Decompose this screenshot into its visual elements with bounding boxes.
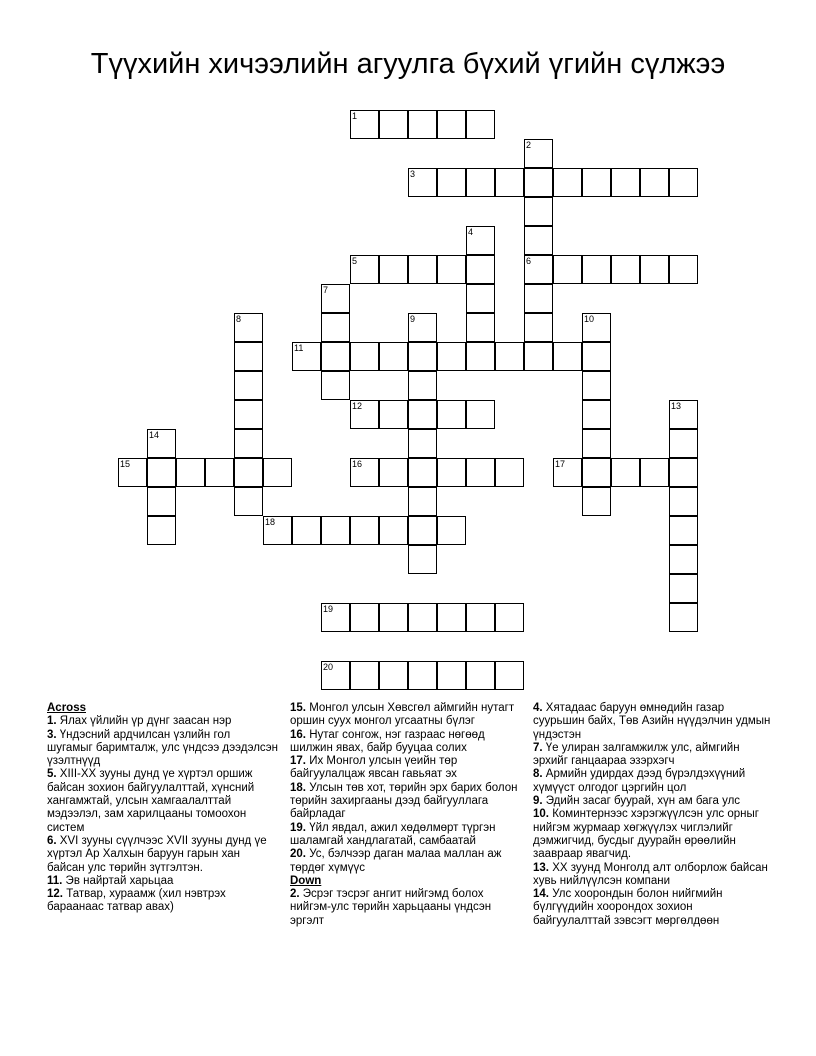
clue-item	[290, 782, 522, 822]
clue-item	[47, 729, 279, 769]
grid-cell[interactable]	[611, 255, 640, 284]
grid-cell[interactable]	[321, 603, 350, 632]
clue-number: 18	[265, 517, 276, 527]
grid-cell[interactable]	[466, 661, 495, 690]
grid-cell[interactable]	[495, 661, 524, 690]
grid-cell[interactable]	[350, 661, 379, 690]
grid-cell[interactable]	[582, 313, 611, 342]
clue-number: 13	[671, 401, 682, 411]
clue-number: 4	[468, 227, 474, 237]
clue-item	[290, 755, 522, 782]
clue-item-text: XX зуунд Монголд алт олборлож байсан хувь нийлүүлсэн компани	[533, 861, 768, 887]
grid-cell[interactable]	[234, 400, 263, 429]
grid-cell[interactable]	[321, 342, 350, 371]
grid-cell[interactable]	[669, 255, 698, 284]
grid-cell[interactable]	[669, 458, 698, 487]
clue-item-text: Татвар, хураамж (хил нэвтрэх бараанаас татвар авах)	[47, 888, 226, 914]
clue-number: 7	[323, 285, 329, 295]
clue-item-text: Үйл явдал, ажил хөдөлмөрт түргэн шаламгай хандлагатай, самбаатай	[290, 821, 496, 847]
grid-cell[interactable]	[263, 458, 292, 487]
grid-cell[interactable]	[582, 400, 611, 429]
grid-cell[interactable]	[553, 342, 582, 371]
grid-cell[interactable]	[379, 342, 408, 371]
clue-number: 1	[352, 111, 358, 121]
grid-cell[interactable]	[350, 255, 379, 284]
grid-cell[interactable]	[379, 110, 408, 139]
grid-cell[interactable]	[495, 342, 524, 371]
grid-cell[interactable]	[669, 516, 698, 545]
grid-cell[interactable]	[321, 661, 350, 690]
grid-cell[interactable]	[466, 400, 495, 429]
grid-cell[interactable]	[408, 516, 437, 545]
grid-cell[interactable]	[234, 487, 263, 516]
grid-cell[interactable]	[524, 255, 553, 284]
clue-item-number: 20.	[290, 848, 306, 861]
clue-item-text: Ялах үйлийн үр дүнг заасан нэр	[56, 715, 232, 728]
grid-cell[interactable]	[495, 168, 524, 197]
grid-cell[interactable]	[524, 342, 553, 371]
clue-item	[533, 862, 773, 889]
grid-cell[interactable]	[408, 371, 437, 400]
grid-cell[interactable]	[640, 255, 669, 284]
grid-cell[interactable]	[466, 226, 495, 255]
clue-number: 17	[555, 459, 566, 469]
grid-cell[interactable]	[466, 342, 495, 371]
clue-column-2	[290, 702, 522, 928]
grid-cell[interactable]	[582, 429, 611, 458]
grid-cell[interactable]	[350, 603, 379, 632]
clue-item	[290, 702, 522, 729]
grid-cell[interactable]	[437, 661, 466, 690]
clue-item-number: 2.	[290, 888, 300, 901]
clue-item-number: 15.	[290, 702, 306, 714]
grid-cell[interactable]	[379, 516, 408, 545]
grid-cell[interactable]	[118, 458, 147, 487]
grid-cell[interactable]	[379, 458, 408, 487]
grid-cell[interactable]	[408, 400, 437, 429]
grid-cell[interactable]	[350, 400, 379, 429]
clue-item	[47, 888, 279, 915]
grid-cell[interactable]	[524, 226, 553, 255]
grid-cell[interactable]	[408, 168, 437, 197]
clue-item-number: 4.	[533, 702, 543, 714]
clue-item-text: Үндэсний ардчилсан үзлийн гол шугамыг баримталж, улс үндсээ дээдэлсэн үзэлтнүүд	[47, 728, 279, 768]
grid-cell[interactable]	[669, 574, 698, 603]
grid-cell[interactable]	[553, 168, 582, 197]
grid-cell[interactable]	[437, 255, 466, 284]
grid-cell[interactable]	[437, 516, 466, 545]
clue-item-text: Эдийн засаг буурай, хүн ам бага улс	[542, 795, 741, 808]
clue-item	[533, 795, 773, 808]
grid-cell[interactable]	[408, 603, 437, 632]
grid-cell[interactable]	[321, 313, 350, 342]
grid-cell[interactable]	[553, 255, 582, 284]
clue-number: 20	[323, 662, 334, 672]
clue-item	[47, 875, 279, 888]
grid-cell[interactable]	[524, 139, 553, 168]
grid-cell[interactable]	[437, 168, 466, 197]
grid-cell[interactable]	[205, 458, 234, 487]
grid-cell[interactable]	[147, 429, 176, 458]
grid-cell[interactable]	[524, 168, 553, 197]
clue-column-3	[533, 702, 773, 928]
clue-item-text: Хятадаас баруун өмнөдийн газар суурьшин байх, Төв Азийн нүүдэлчин удмын үндэстэн	[533, 702, 771, 741]
clue-item-number: 14.	[533, 888, 549, 901]
clue-item	[290, 729, 522, 756]
grid-cell[interactable]	[408, 255, 437, 284]
grid-cell[interactable]	[408, 313, 437, 342]
clue-item-text: Үе улиран залгамжилж улс, аймгийн эрхийг ганцаараа эзэрхэгч	[533, 741, 740, 768]
grid-cell[interactable]	[408, 487, 437, 516]
clue-item-text: XIII-XX зууны дунд үе хүртэл оршиж байсан зохион байгуулалттай, хүнсний хангамжтай, улсын хамгаалалттай мэдээлэл, зам харилцааны томоохон систем	[47, 768, 255, 834]
grid-cell[interactable]	[466, 255, 495, 284]
clue-item-number: 9.	[533, 795, 543, 808]
grid-cell[interactable]	[437, 400, 466, 429]
grid-cell[interactable]	[553, 458, 582, 487]
grid-cell[interactable]	[321, 516, 350, 545]
clue-item-number: 12.	[47, 888, 63, 901]
grid-cell[interactable]	[524, 197, 553, 226]
grid-cell[interactable]	[350, 342, 379, 371]
clue-item	[533, 742, 773, 769]
clue-item	[533, 888, 773, 928]
grid-cell[interactable]	[234, 458, 263, 487]
grid-cell[interactable]	[408, 429, 437, 458]
grid-cell[interactable]	[292, 516, 321, 545]
clue-number: 8	[236, 314, 242, 324]
grid-cell[interactable]	[669, 429, 698, 458]
grid-cell[interactable]	[466, 603, 495, 632]
clue-item-number: 11.	[47, 874, 63, 887]
clue-item	[533, 808, 773, 861]
grid-cell[interactable]	[379, 603, 408, 632]
grid-cell[interactable]	[640, 168, 669, 197]
clue-item-number: 19.	[290, 821, 306, 834]
clue-item-number: 13.	[533, 861, 549, 874]
grid-cell[interactable]	[147, 458, 176, 487]
clue-item-text: XVI зууны сүүлчээс XVII зууны дунд үе хүртэл Ар Халхын баруун гарын хан байсан улс төрийн зүтгэлтэн.	[47, 834, 267, 874]
grid-cell[interactable]	[466, 458, 495, 487]
grid-cell[interactable]	[640, 458, 669, 487]
grid-cell[interactable]	[147, 487, 176, 516]
clue-item	[290, 848, 522, 875]
clue-item-number: 17.	[290, 755, 306, 768]
grid-cell[interactable]	[176, 458, 205, 487]
clue-item	[47, 768, 279, 834]
grid-cell[interactable]	[669, 545, 698, 574]
clue-number: 9	[410, 314, 416, 324]
clue-number: 3	[410, 169, 416, 179]
grid-cell[interactable]	[408, 661, 437, 690]
clue-item-text: Коминтернээс хэрэгжүүлсэн улс орныг нийгэм журмаар хөгжүүлэх чиглэлийг дэмжигчид, бусдыг дуурайн өрөөлийн заавраар явагчид.	[533, 808, 759, 861]
grid-cell[interactable]	[611, 168, 640, 197]
grid-cell[interactable]	[350, 458, 379, 487]
clue-item-number: 10.	[533, 808, 549, 821]
grid-cell[interactable]	[350, 516, 379, 545]
clue-number: 10	[584, 314, 595, 324]
grid-cell[interactable]	[437, 458, 466, 487]
grid-cell[interactable]	[408, 342, 437, 371]
clue-heading-down: Down	[290, 874, 322, 887]
clue-item-number: 5.	[47, 768, 57, 781]
grid-cell[interactable]	[669, 168, 698, 197]
grid-cell[interactable]	[466, 168, 495, 197]
grid-cell[interactable]	[437, 603, 466, 632]
clue-item-text: Армийн удирдах дээд бүрэлдэхүүний хүмүүст олгодог цэргийн цол	[533, 768, 746, 794]
grid-cell[interactable]	[408, 110, 437, 139]
clue-item-text: Нутаг сонгож, нэг газраас нөгөөд шилжин явах, байр бууцаа солих	[290, 728, 485, 754]
clue-item-text: Улсын төв хот, төрийн эрх барих болон төрийн захиргааны дээд байгууллага байрладаг	[290, 781, 518, 821]
grid-cell[interactable]	[582, 168, 611, 197]
clue-item-number: 18.	[290, 781, 306, 794]
grid-cell[interactable]	[408, 458, 437, 487]
clue-item-text: Их Монгол улсын үеийн төр байгуулалцаж явсан гавьяат эх	[290, 755, 458, 781]
grid-cell[interactable]	[669, 400, 698, 429]
clue-item	[290, 888, 522, 928]
grid-cell[interactable]	[263, 516, 292, 545]
grid-cell[interactable]	[611, 458, 640, 487]
clue-item-number: 3.	[47, 728, 57, 741]
clue-item	[533, 702, 773, 742]
grid-cell[interactable]	[321, 371, 350, 400]
clue-number: 12	[352, 401, 363, 411]
grid-cell[interactable]	[350, 110, 379, 139]
grid-cell[interactable]	[379, 661, 408, 690]
grid-cell[interactable]	[495, 458, 524, 487]
grid-cell[interactable]	[669, 603, 698, 632]
grid-cell[interactable]	[379, 255, 408, 284]
clue-number: 16	[352, 459, 363, 469]
clue-number: 11	[294, 343, 304, 353]
clue-column-1	[47, 702, 279, 915]
grid-cell[interactable]	[466, 284, 495, 313]
grid-cell[interactable]	[669, 487, 698, 516]
clue-number: 2	[526, 140, 532, 150]
clue-number: 14	[149, 430, 160, 440]
clue-item	[290, 822, 522, 849]
page-title: Түүхийн хичээлийн агуулга бүхий үгийн сүлжээ	[90, 48, 726, 80]
grid-cell[interactable]	[437, 110, 466, 139]
grid-cell[interactable]	[408, 545, 437, 574]
grid-cell[interactable]	[582, 371, 611, 400]
clue-item	[47, 715, 279, 728]
grid-cell[interactable]	[582, 342, 611, 371]
grid-cell[interactable]	[437, 342, 466, 371]
grid-cell[interactable]	[524, 313, 553, 342]
clue-item-number: 16.	[290, 728, 306, 741]
grid-cell[interactable]	[466, 110, 495, 139]
clue-item-text: Улс хоорондын болон нийгмийн бүлгүүдийн хоорондох зохион байгуулалттай зэвсэгт мөргөлдөөн	[533, 888, 723, 927]
grid-cell[interactable]	[582, 487, 611, 516]
clue-item-number: 6.	[47, 834, 57, 847]
clue-item	[47, 835, 279, 875]
grid-cell[interactable]	[321, 284, 350, 313]
clue-number: 15	[120, 459, 131, 469]
grid-cell[interactable]	[234, 342, 263, 371]
clue-item-text: Монгол улсын Хөвсгөл аймгийн нутагт оршин суух монгол угсаатны бүлэг	[290, 702, 515, 728]
grid-cell[interactable]	[234, 313, 263, 342]
grid-cell[interactable]	[234, 429, 263, 458]
clue-number: 19	[323, 604, 334, 614]
clue-item	[533, 768, 773, 795]
clue-item-text: Эсрэг тэсрэг ангит нийгэмд болох нийгэм-улс төрийн харьцааны үндсэн эргэлт	[290, 888, 492, 927]
clue-item-number: 1.	[47, 715, 57, 728]
grid-cell[interactable]	[379, 400, 408, 429]
grid-cell[interactable]	[524, 284, 553, 313]
clue-item-number: 7.	[533, 741, 543, 754]
grid-cell[interactable]	[495, 603, 524, 632]
clue-item-text: Эв найртай харьцаа	[62, 874, 174, 887]
grid-cell[interactable]	[582, 458, 611, 487]
grid-cell[interactable]	[292, 342, 321, 371]
clue-number: 5	[352, 256, 358, 266]
grid-cell[interactable]	[582, 255, 611, 284]
clue-item-text: Ус, бэлчээр даган малаа маллан аж төрдөг хүмүүс	[290, 848, 502, 874]
grid-cell[interactable]	[234, 371, 263, 400]
clue-item-number: 8.	[533, 768, 543, 781]
clue-number: 6	[526, 256, 532, 266]
grid-cell[interactable]	[147, 516, 176, 545]
grid-cell[interactable]	[466, 313, 495, 342]
clue-heading-across: Across	[47, 702, 86, 714]
